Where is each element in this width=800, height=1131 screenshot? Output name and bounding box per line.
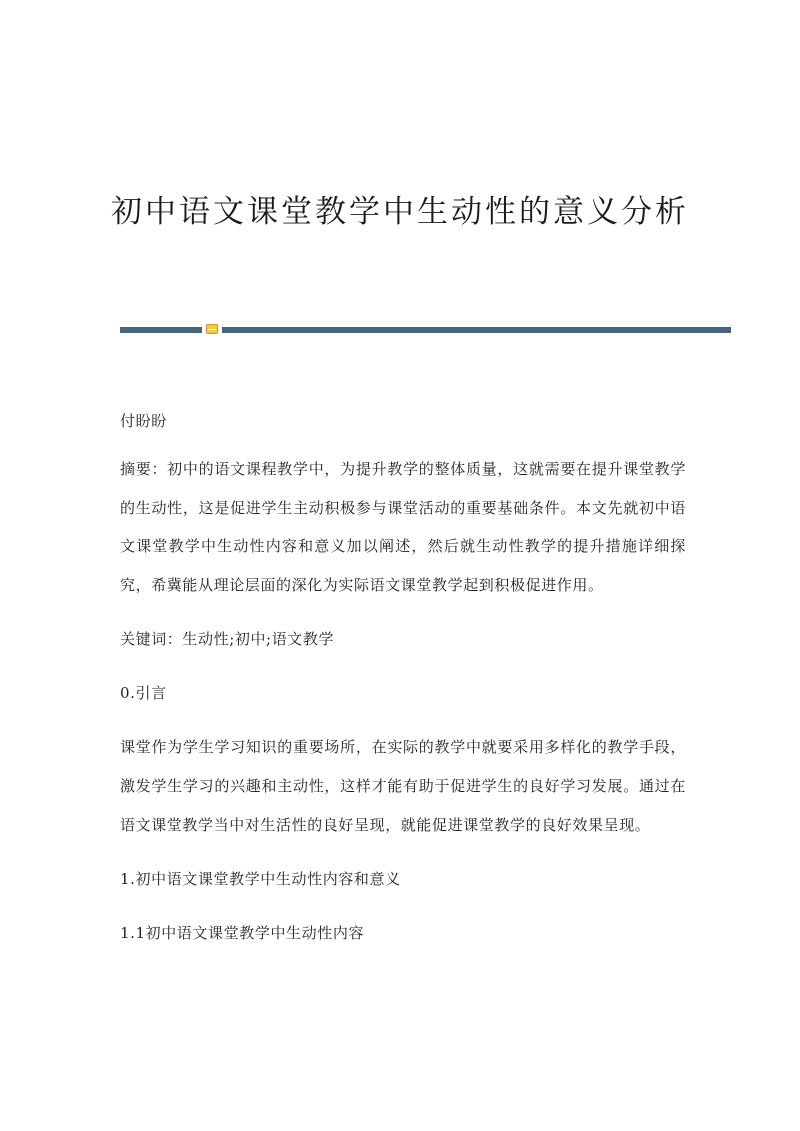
title-divider	[120, 323, 731, 335]
keywords-line: 关键词：生动性;初中;语文教学	[120, 630, 335, 649]
section-heading-1: 1.初中语文课堂教学中生动性内容和意义	[120, 870, 401, 889]
section-heading-intro: 0.引言	[120, 684, 167, 703]
intro-paragraph: 课堂作为学生学习知识的重要场所，在实际的教学中就要采用多样化的教学手段，激发学生学习的兴趣和主动性，这样才能有助于促进学生的良好学习发展。通过在语文课堂教学当中对生活性的良好呈现，就能促进课堂教学的良好效果呈现。	[120, 738, 686, 834]
document-body	[120, 402, 686, 968]
divider-bar-right	[222, 327, 731, 333]
abstract-paragraph: 摘要：初中的语文课程教学中，为提升教学的整体质量，这就需要在提升课堂教学的生动性，这是促进学生主动积极参与课堂活动的重要基础条件。本文先就初中语文课堂教学中生动性内容和意义加以阐述，然后就生动性教学的提升措施详细探究，希冀能从理论层面的深化为实际语文课堂教学起到积极促进作用。	[120, 460, 686, 594]
document-title: 初中语文课堂教学中生动性的意义分析	[111, 194, 689, 230]
divider-emblem-icon	[206, 324, 218, 334]
divider-bar-left	[120, 327, 202, 333]
author-name: 付盼盼	[120, 412, 167, 430]
section-heading-1-1: 1.1初中语文课堂教学中生动性内容	[120, 924, 365, 943]
